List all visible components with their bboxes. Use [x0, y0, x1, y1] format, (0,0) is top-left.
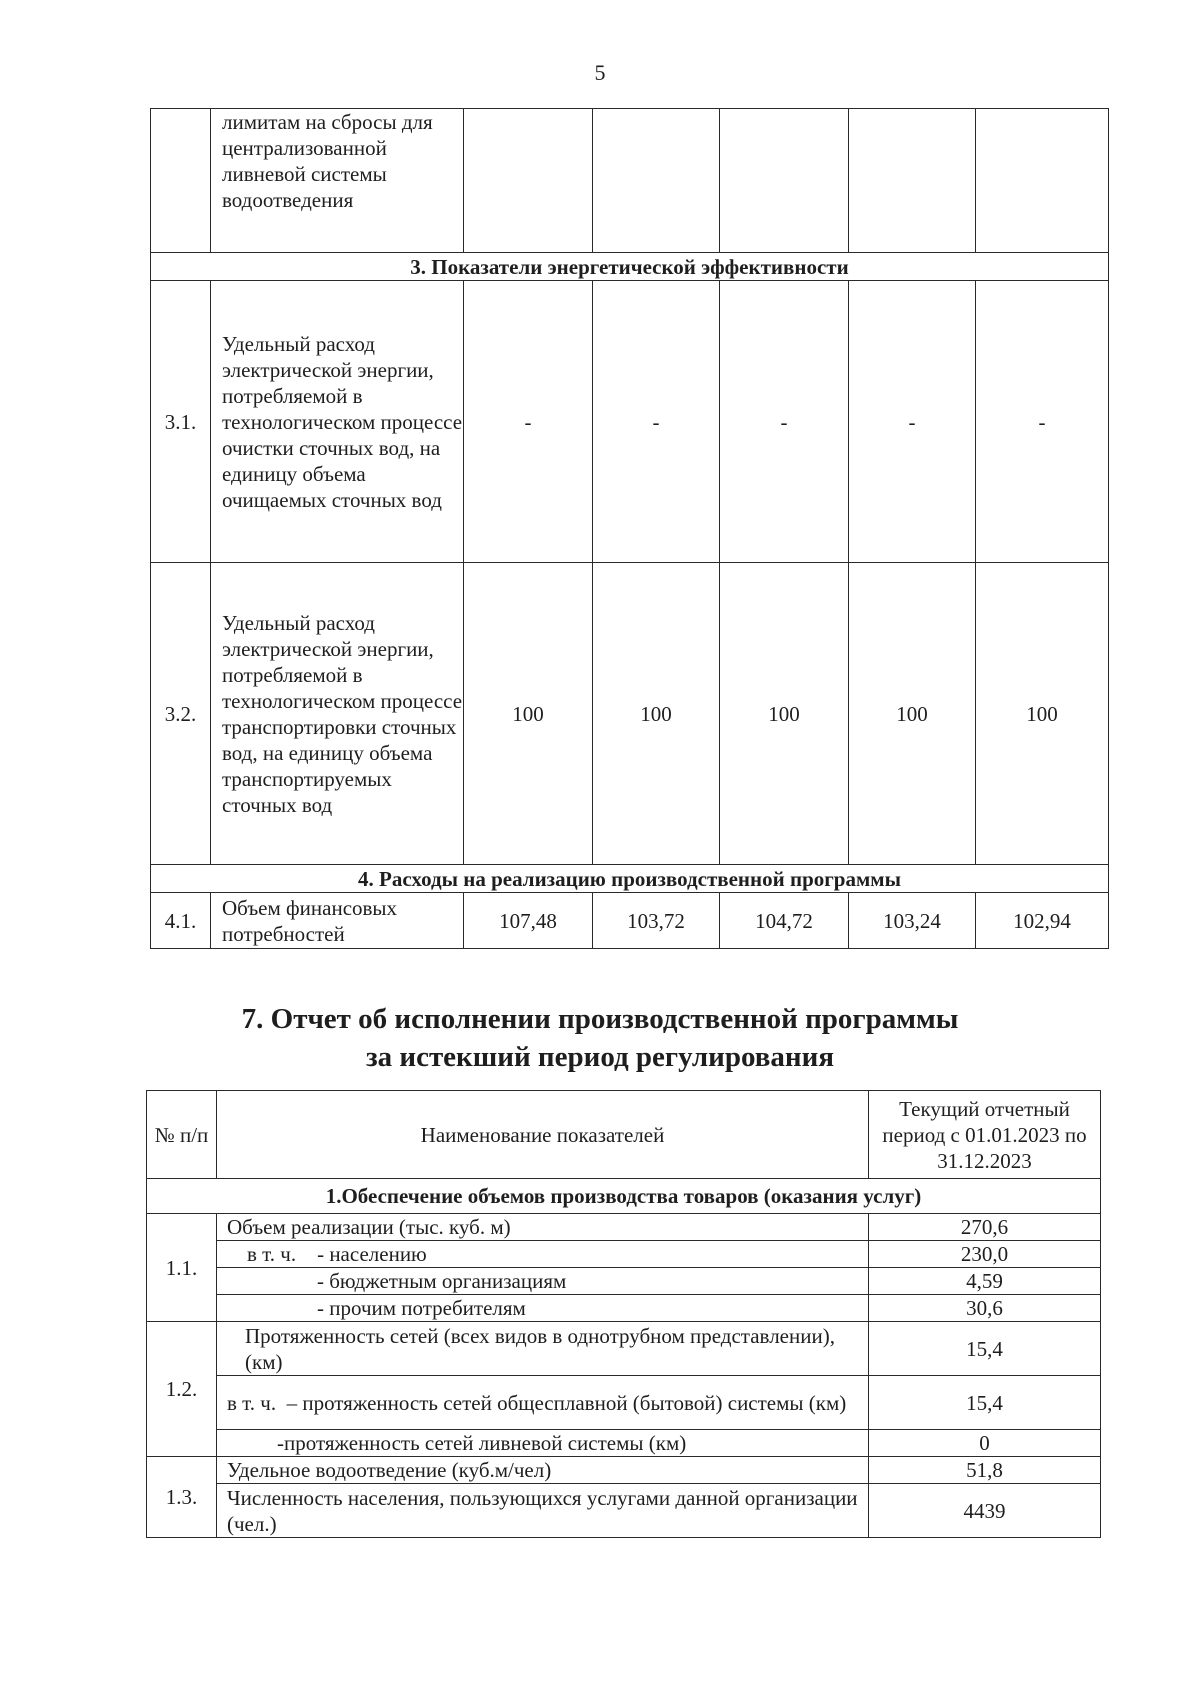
table-row [151, 109, 1109, 253]
section-title-line-2: за истекший период регулирования [365, 1041, 835, 1073]
indicator-name-cell: Протяженность сетей (всех видов в однотрубном представлении), (км) [217, 1322, 869, 1376]
table-row [147, 1322, 1101, 1376]
value-cell: - [720, 281, 849, 563]
value-cell: - [976, 281, 1109, 563]
value-cell: 4,59 [869, 1268, 1101, 1295]
table-row [147, 1241, 1101, 1268]
value-cell: - [464, 281, 593, 563]
row-number-cell: 1.3. [147, 1457, 217, 1538]
value-cell: 103,72 [593, 893, 720, 949]
indicator-name-cell: в т. ч. – протяженность сетей общесплавной (бытовой) системы (км) [217, 1376, 869, 1430]
section-title-line-1: 7. Отчет об исполнении производственной программы [241, 1003, 959, 1035]
indicator-name-cell: лимитам на сбросы для централизованной ливневой системы водоотведения [211, 109, 464, 253]
page-number: 5 [594, 60, 606, 85]
value-cell: 100 [593, 563, 720, 865]
section-row [151, 865, 1109, 893]
table-row [147, 1484, 1101, 1538]
value-cell: 100 [849, 563, 976, 865]
row-number-cell: 3.1. [151, 281, 211, 563]
indicators-table-continued [150, 108, 1109, 949]
value-cell: 100 [464, 563, 593, 865]
value-cell: 4439 [869, 1484, 1101, 1538]
program-execution-report-table [146, 1090, 1101, 1538]
value-cell: 102,94 [976, 893, 1109, 949]
value-cell: 270,6 [869, 1214, 1101, 1241]
table-row [151, 893, 1109, 949]
value-cell [976, 109, 1109, 253]
row-number-cell: 1.2. [147, 1322, 217, 1457]
table-row [147, 1430, 1101, 1457]
row-number-cell: 1.1. [147, 1214, 217, 1322]
value-cell: 230,0 [869, 1241, 1101, 1268]
header-number: № п/п [147, 1091, 217, 1179]
indicator-name-cell: Численность населения, пользующихся услугами данной организации (чел.) [217, 1484, 869, 1538]
indicator-name-cell: Объем финансовых потребностей [211, 893, 464, 949]
table-row [147, 1295, 1101, 1322]
value-cell: - [593, 281, 720, 563]
header-indicator-name: Наименование показателей [217, 1091, 869, 1179]
section-heading: 1.Обеспечение объемов производства товаров (оказания услуг) [147, 1179, 1101, 1214]
indicator-name-cell: Удельный расход электрической энергии, потребляемой в технологическом процессе транспортировки сточных вод, на единицу объема транспортируемых сточных вод [211, 563, 464, 865]
value-cell [464, 109, 593, 253]
header-row [147, 1091, 1101, 1179]
value-cell: 103,24 [849, 893, 976, 949]
value-cell [720, 109, 849, 253]
indicator-name-cell: - бюджетным организациям [217, 1268, 869, 1295]
value-cell: - [849, 281, 976, 563]
indicator-name-cell: в т. ч. - населению [217, 1241, 869, 1268]
value-cell [849, 109, 976, 253]
section-row [151, 253, 1109, 281]
indicator-name-cell: Удельный расход электрической энергии, потребляемой в технологическом процессе очистки сточных вод, на единицу объема очищаемых сточных вод [211, 281, 464, 563]
table-row [147, 1268, 1101, 1295]
table-row [147, 1376, 1101, 1430]
row-number-cell [151, 109, 211, 253]
value-cell: 51,8 [869, 1457, 1101, 1484]
value-cell: 100 [976, 563, 1109, 865]
value-cell: 107,48 [464, 893, 593, 949]
indicator-name-cell: -протяженность сетей ливневой системы (км) [217, 1430, 869, 1457]
value-cell: 15,4 [869, 1322, 1101, 1376]
section-title [0, 1000, 1200, 1076]
table-row [151, 563, 1109, 865]
header-period: Текущий отчетный период с 01.01.2023 по 31.12.2023 [869, 1091, 1101, 1179]
value-cell: 30,6 [869, 1295, 1101, 1322]
section-heading: 3. Показатели энергетической эффективности [151, 253, 1109, 281]
section-heading: 4. Расходы на реализацию производственной программы [151, 865, 1109, 893]
value-cell [593, 109, 720, 253]
row-number-cell: 3.2. [151, 563, 211, 865]
indicator-name-cell: - прочим потребителям [217, 1295, 869, 1322]
value-cell: 100 [720, 563, 849, 865]
indicator-name-cell: Удельное водоотведение (куб.м/чел) [217, 1457, 869, 1484]
row-number-cell: 4.1. [151, 893, 211, 949]
indicator-name-cell: Объем реализации (тыс. куб. м) [217, 1214, 869, 1241]
value-cell: 104,72 [720, 893, 849, 949]
table-row [147, 1214, 1101, 1241]
table-row [151, 281, 1109, 563]
value-cell: 0 [869, 1430, 1101, 1457]
table-row [147, 1457, 1101, 1484]
value-cell: 15,4 [869, 1376, 1101, 1430]
section-row [147, 1179, 1101, 1214]
